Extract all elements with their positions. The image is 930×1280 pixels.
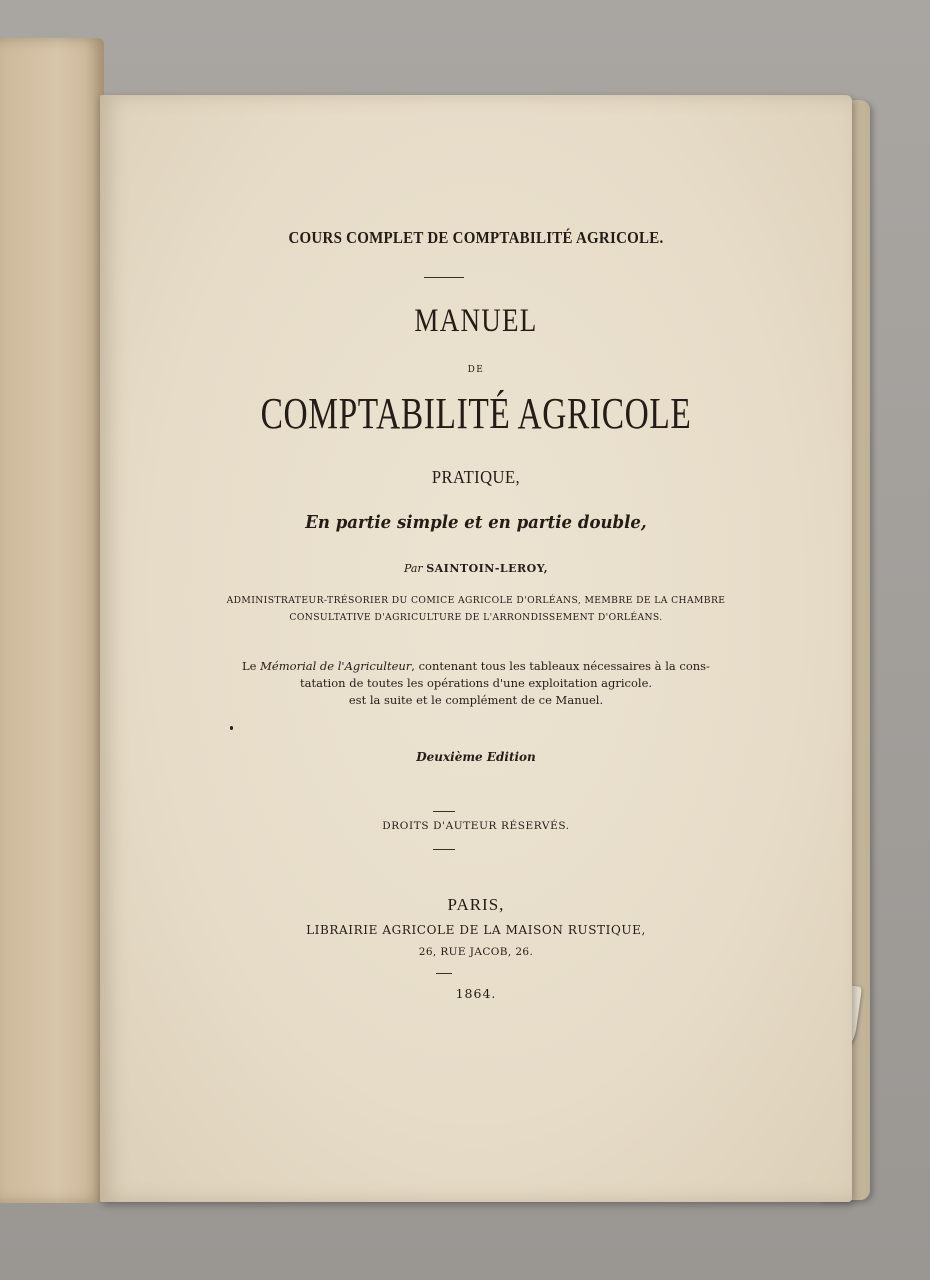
imprint-city: PARIS, (447, 895, 505, 914)
divider-rule (433, 849, 455, 850)
author-line (100, 562, 852, 575)
divider-rule (424, 277, 464, 278)
ink-speck (230, 726, 233, 730)
title-qualifier: PRATIQUE, (431, 467, 521, 487)
note-line (100, 658, 852, 675)
rights-notice: DROITS D'AUTEUR RÉSERVÉS. (382, 820, 570, 832)
author-name: SAINTOIN-LEROY, (426, 562, 549, 575)
imprint-publisher: LIBRAIRIE AGRICOLE DE LA MAISON RUSTIQUE, (306, 923, 646, 937)
divider-rule (433, 811, 455, 812)
credentials-line: CONSULTATIVE D'AGRICULTURE DE L'ARRONDISSEMENT D'ORLÉANS. (289, 612, 663, 623)
note-work-title: Mémorial de l'Agriculteur (260, 659, 412, 673)
credentials-line: ADMINISTRATEUR-TRÉSORIER DU COMICE AGRICOLE D'ORLÉANS, MEMBRE DE LA CHAMBRE (226, 595, 726, 606)
title-manuel: MANUEL (414, 303, 538, 339)
author-prefix: Par (403, 562, 423, 575)
note-line: tatation de toutes les opérations d'une exploitation agricole. (299, 676, 653, 690)
imprint-address: 26, RUE JACOB, 26. (418, 946, 534, 958)
series-heading: COURS COMPLET DE COMPTABILITÉ AGRICOLE. (288, 228, 664, 247)
left-facing-page (0, 38, 104, 1203)
note-line-rest: , contenant tous les tableaux nécessaires à la cons- (411, 659, 710, 673)
author-credentials (100, 592, 852, 626)
note-line: est la suite et le complément de ce Manuel. (348, 693, 604, 707)
note-prefix: Le (242, 659, 257, 673)
subtitle: En partie simple et en partie double, (305, 512, 647, 533)
companion-note (100, 658, 852, 709)
main-title: COMPTABILITÉ AGRICOLE (260, 389, 692, 438)
title-connector: DE (467, 365, 485, 375)
edition-label: Deuxième Edition (416, 750, 536, 764)
imprint-year: 1864. (455, 986, 497, 1001)
title-page (100, 95, 852, 1202)
divider-rule (436, 973, 452, 974)
